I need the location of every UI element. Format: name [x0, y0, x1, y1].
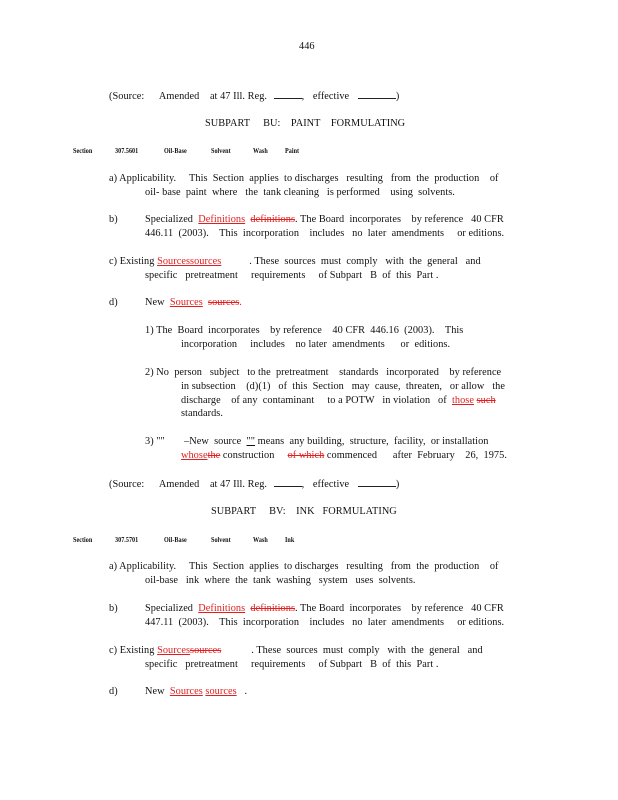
text-span: New: [145, 297, 165, 308]
text-span: commenced after February 26, 1975.: [324, 450, 507, 461]
text-span: . These sources must comply with the general and: [249, 256, 481, 267]
source-close: ): [395, 91, 400, 102]
paragraph-b-line1: [145, 213, 504, 226]
paragraph-b-label: b): [109, 214, 118, 225]
paragraph-c-line2: specific pretreatment requirements of Subpart B of this Part .: [145, 659, 439, 670]
paragraph-b-line1: [145, 602, 504, 615]
source-comma: ,: [301, 91, 305, 102]
source-open: (Source:: [109, 91, 145, 102]
inserted-text: Definitions: [198, 214, 246, 225]
section-title-word: Wash: [253, 536, 268, 544]
text-span: means any building, structure, facility, or installation: [255, 436, 489, 447]
source-note: [109, 89, 399, 103]
paragraph-a-line1: a) Applicability. This Section applies to discharges resulting from the production of: [109, 173, 499, 184]
source-comma: ,: [301, 479, 305, 490]
text-span: c) Existing: [109, 645, 155, 656]
subparagraph-1-line1: 1) The Board incorporates by reference 40 CFR 446.16 (2003). This: [145, 325, 464, 336]
subparagraph-2-line2: in subsection (d)(1) of this Section may cause, threaten, or allow the: [181, 381, 505, 392]
subpart-heading: SUBPART BV: INK FORMULATING: [211, 506, 397, 517]
source-register: at 47 Ill. Reg.: [209, 91, 268, 102]
text-span: .: [239, 297, 242, 308]
inserted-text: Sources: [157, 645, 191, 656]
inserted-text: Sources: [169, 297, 203, 308]
deleted-text: sources: [208, 297, 240, 308]
section-title-word: Oil-Base: [164, 147, 187, 155]
source-amended: Amended: [158, 479, 200, 490]
source-amended: Amended: [158, 91, 200, 102]
subparagraph-3-line1: [145, 435, 488, 448]
inserted-text: sources: [205, 686, 237, 697]
source-register: at 47 Ill. Reg.: [209, 479, 268, 490]
text-span: 3) "": [145, 436, 171, 447]
section-label: Section: [73, 147, 93, 155]
section-title-word: Wash: [253, 147, 268, 155]
paragraph-d-line: [145, 685, 247, 698]
paragraph-d-label: d): [109, 297, 118, 308]
inserted-text: those: [451, 395, 474, 406]
paragraph-c-line1: [109, 644, 483, 657]
source-open: (Source:: [109, 479, 145, 490]
inserted-text: sources: [190, 256, 222, 267]
paragraph-d-line: [145, 296, 242, 309]
source-note: [109, 477, 399, 491]
subparagraph-3-line2: [181, 449, 507, 462]
paragraph-a-line2: oil- base paint where the tank cleaning is performed using solvents.: [145, 187, 455, 198]
paragraph-b-line2: 446.11 (2003). This incorporation includes no later amendments or editions.: [145, 228, 505, 239]
section-title-word: Ink: [285, 536, 295, 544]
paragraph-a-line2: oil-base ink where the tank washing system uses solvents.: [145, 575, 416, 586]
section-number: 307.5701: [115, 536, 139, 544]
paragraph-b-label: b): [109, 603, 118, 614]
blank-line: [274, 89, 302, 99]
text-span: –New source: [184, 436, 247, 447]
text-span: Specialized: [145, 603, 194, 614]
paragraph-d-label: d): [109, 686, 118, 697]
text-span: . The Board incorporates by reference 40 CFR: [295, 603, 504, 614]
subparagraph-2-line3: [181, 394, 496, 407]
blank-line: [274, 477, 302, 487]
text-span: "": [246, 436, 256, 447]
text-span: c) Existing: [109, 256, 155, 267]
inserted-text: whose: [181, 450, 208, 461]
blank-line: [358, 89, 396, 99]
deleted-text: definitions: [250, 603, 295, 614]
section-title-word: Solvent: [211, 147, 231, 155]
deleted-text: of which: [287, 450, 325, 461]
page-number: 446: [299, 41, 315, 52]
paragraph-b-line2: 447.11 (2003). This incorporation includes no later amendments or editions.: [145, 617, 505, 628]
blank-line: [358, 477, 396, 487]
text-span: . These sources must comply with the general and: [251, 645, 483, 656]
paragraph-c-line1: [109, 255, 481, 268]
paragraph-c-line2: specific pretreatment requirements of Subpart B of this Part .: [145, 270, 439, 281]
subpart-heading: SUBPART BU: PAINT FORMULATING: [205, 118, 406, 129]
text-span: .: [244, 686, 248, 697]
section-title-word: Oil-Base: [164, 536, 187, 544]
section-title-word: Paint: [285, 147, 300, 155]
section-title-word: Solvent: [211, 536, 231, 544]
deleted-text: such: [476, 395, 496, 406]
section-number: 307.5601: [115, 147, 139, 155]
deleted-text: definitions: [250, 214, 295, 225]
subparagraph-2-line1: 2) No person subject to the pretreatment standards incorporated by reference: [145, 367, 502, 378]
text-span: Specialized: [145, 214, 194, 225]
deleted-text: the: [207, 450, 221, 461]
deleted-text: sources: [190, 645, 222, 656]
source-close: ): [395, 479, 400, 490]
text-span: discharge of any contaminant to a POTW in violation of: [181, 395, 447, 406]
source-effective: effective: [312, 91, 350, 102]
subparagraph-1-line2: incorporation includes no later amendments or editions.: [181, 339, 451, 350]
section-label: Section: [73, 536, 93, 544]
text-span: New: [145, 686, 165, 697]
inserted-text: Definitions: [198, 603, 246, 614]
text-span: . The Board incorporates by reference 40 CFR: [295, 214, 504, 225]
paragraph-a-line1: a) Applicability. This Section applies to discharges resulting from the production of: [109, 561, 499, 572]
inserted-text: Sources: [169, 686, 203, 697]
subparagraph-2-line4: standards.: [181, 408, 223, 419]
inserted-text: Sources: [157, 256, 191, 267]
source-effective: effective: [312, 479, 350, 490]
text-span: construction: [220, 450, 275, 461]
